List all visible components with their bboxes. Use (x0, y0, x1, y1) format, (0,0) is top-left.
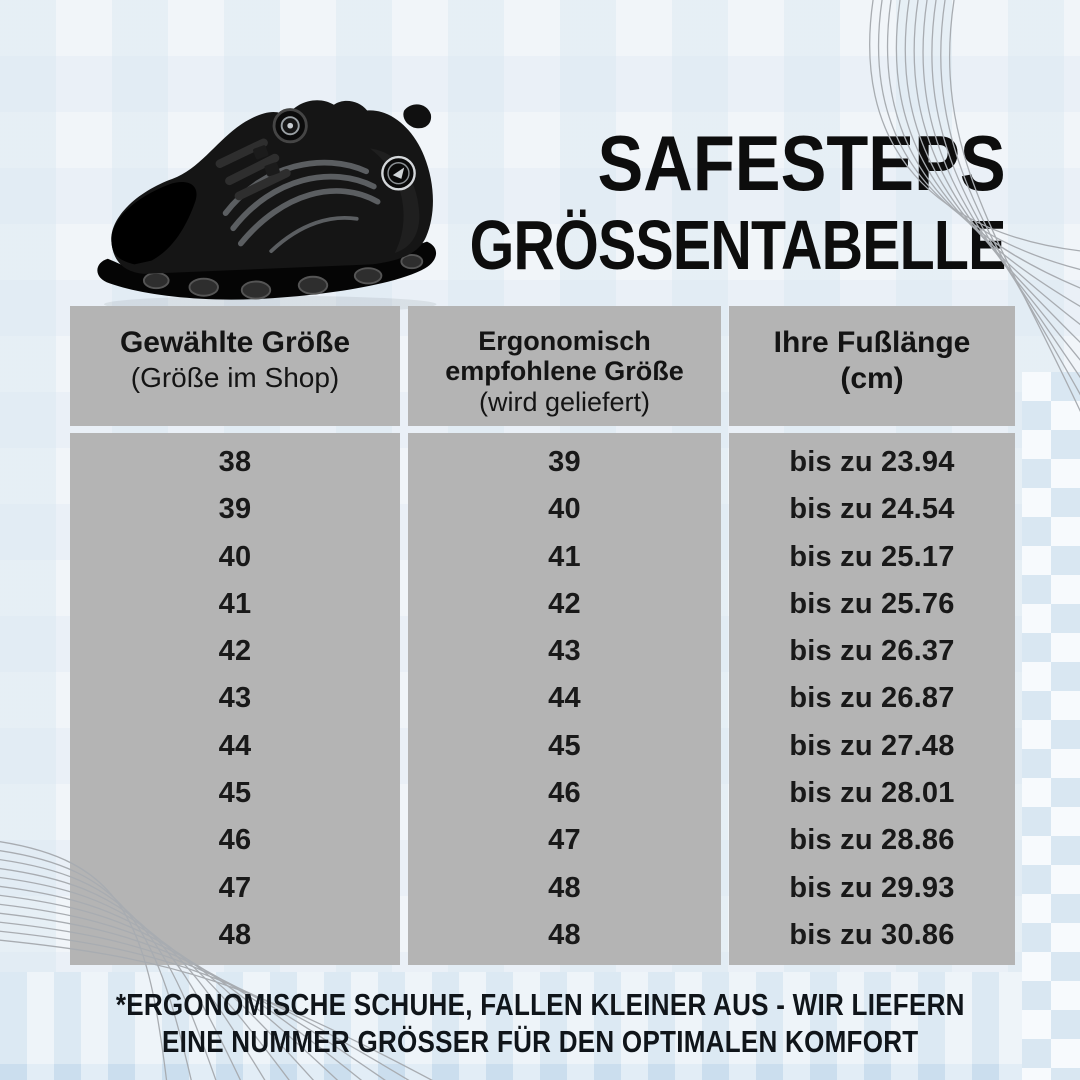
table-column-shop-size (70, 306, 400, 965)
brand-title: SAFESTEPS (597, 119, 1006, 207)
shoe-dial (274, 110, 306, 142)
table-cell-shop: 47 (218, 871, 252, 904)
table-cell-shop: 48 (218, 918, 252, 951)
table-cell-delivered: 48 (548, 918, 581, 951)
background-stripes-bottom-edge (0, 1064, 1080, 1080)
table-cell-foot: bis zu 25.76 (789, 587, 955, 620)
table-header-foot-length (729, 306, 1015, 426)
table-cell-foot: bis zu 30.86 (789, 918, 955, 951)
table-cell-delivered: 46 (548, 776, 581, 809)
table-header-subtitle: (cm) (840, 361, 904, 395)
footer-line-2-text: EINE NUMMER GRÖSSER FÜR DEN OPTIMALEN KOMFORT (161, 1024, 919, 1059)
table-cell-foot: bis zu 26.37 (789, 635, 955, 668)
table-cell-shop: 38 (218, 446, 252, 479)
table-cell-shop: 41 (218, 587, 252, 620)
table-cell-shop: 42 (218, 635, 252, 668)
table-cell-shop: 43 (218, 682, 252, 715)
footer-line-1-text: *ERGONOMISCHE SCHUHE, FALLEN KLEINER AUS - WIR LIEFERN (115, 987, 965, 1022)
table-header-delivered-size (408, 306, 721, 426)
table-header-subtitle: (wird geliefert) (478, 387, 651, 418)
table-cell-delivered: 39 (548, 446, 581, 479)
table-header-title: Gewählte Größe (119, 326, 351, 359)
table-cell-foot: bis zu 27.48 (789, 729, 955, 762)
footer-line-1 (0, 986, 1080, 1023)
table-cell-shop: 46 (218, 824, 252, 857)
table-header-subtitle: (Größe im Shop) (130, 361, 340, 393)
table-cell-shop: 45 (218, 776, 252, 809)
table-cell-delivered: 43 (548, 635, 581, 668)
table-cell-shop: 44 (218, 729, 252, 762)
table-cell-delivered: 45 (548, 729, 581, 762)
table-cell-foot: bis zu 25.17 (789, 540, 955, 573)
table-body-shop-size (70, 433, 400, 965)
table-cell-foot: bis zu 26.87 (789, 682, 955, 715)
footer-note (0, 986, 1080, 1060)
table-column-delivered-size (408, 306, 721, 965)
table-cell-foot: bis zu 28.01 (789, 776, 955, 809)
background-checker-right (1022, 372, 1080, 1080)
size-table (70, 306, 1015, 965)
page-title: GRÖSSENTABELLE (470, 206, 1006, 284)
table-header-title: Ihre Fußlänge (773, 326, 971, 359)
table-body-foot-length (729, 433, 1015, 965)
table-header-title: Ergonomisch empfohlene Größe (445, 326, 684, 387)
table-cell-delivered: 47 (548, 824, 581, 857)
table-cell-delivered: 48 (548, 871, 581, 904)
footer-line-2 (0, 1023, 1080, 1060)
table-column-foot-length (729, 306, 1015, 965)
table-cell-delivered: 40 (548, 493, 581, 526)
table-cell-foot: bis zu 29.93 (789, 871, 955, 904)
table-cell-foot: bis zu 24.54 (789, 493, 955, 526)
table-cell-delivered: 42 (548, 587, 581, 620)
title-block (352, 119, 1006, 284)
table-cell-shop: 40 (218, 540, 252, 573)
table-cell-foot: bis zu 23.94 (789, 446, 955, 479)
table-cell-delivered: 41 (548, 540, 581, 573)
table-header-shop-size (70, 306, 400, 426)
table-body-delivered-size (408, 433, 721, 965)
table-cell-shop: 39 (218, 493, 252, 526)
table-cell-delivered: 44 (548, 682, 581, 715)
table-cell-foot: bis zu 28.86 (789, 824, 955, 857)
